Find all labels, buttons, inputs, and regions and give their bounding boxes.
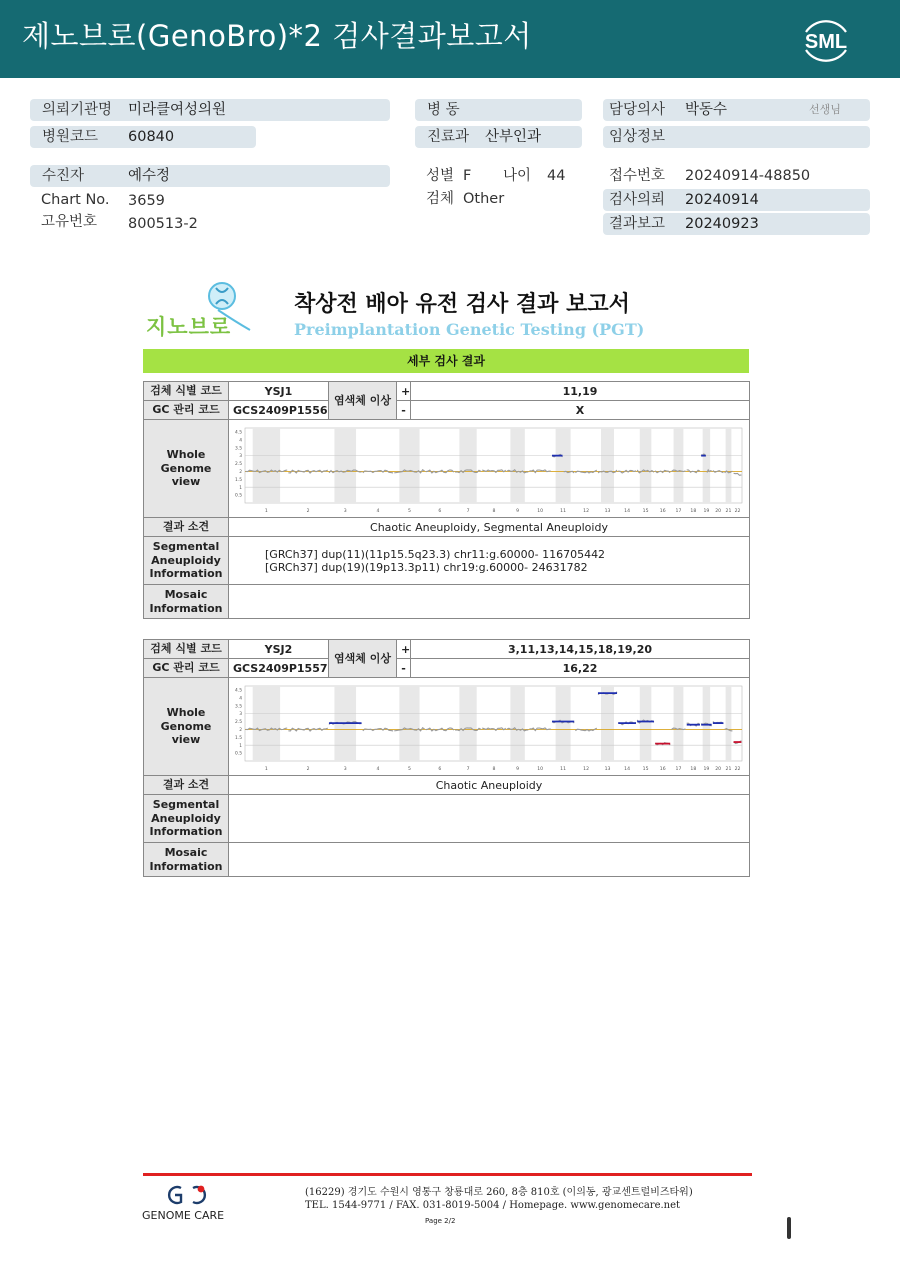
sample-id-label: 검체 식별 코드 [144, 640, 229, 659]
gc-code-value: GCS2409P1556 [229, 401, 329, 420]
report-title: 제노브로(GenoBro)*2 검사결과보고서 [22, 19, 532, 53]
x-tick-label: 9 [516, 508, 520, 514]
x-tick-label: 2 [306, 766, 310, 772]
x-tick-label: 22 [734, 766, 741, 772]
sample-result-table-1 [143, 381, 750, 619]
footer-address-line: (16229) 경기도 수원시 영통구 창룡대로 260, 8층 810호 (이의동, 광교센트럴비즈타워) [305, 1187, 693, 1198]
page-number: Page 2/2 [425, 1217, 456, 1225]
loss-chromosomes: X [411, 401, 750, 420]
segmental-line: [GRCh37] dup(19)(19p13.3p11) chr19:g.60000- 24631782 [265, 560, 588, 574]
loss-sign: - [397, 659, 411, 678]
y-tick-label: 2.5 [235, 461, 242, 467]
x-tick-label: 17 [675, 508, 682, 514]
mosaic-value [229, 585, 750, 619]
genome-plot [229, 421, 748, 517]
patient-name-row [30, 165, 390, 187]
doctor-row [603, 99, 870, 121]
chromosome-band [253, 428, 280, 503]
chromosome-band [726, 428, 732, 503]
report-date-value: 20240923 [685, 216, 759, 232]
chromosome-band [556, 686, 571, 761]
clinical-info-row [603, 126, 870, 148]
chromosome-band [253, 686, 280, 761]
department-value: 산부인과 [485, 129, 542, 145]
y-tick-label: 2 [239, 727, 242, 733]
y-tick-label: 2.5 [235, 719, 242, 725]
segmental-label: Segmental Aneuploidy Information [144, 537, 229, 585]
accession-label: 접수번호 [609, 168, 666, 184]
chromosome-band [510, 428, 524, 503]
x-tick-label: 18 [690, 508, 697, 514]
x-tick-label: 17 [675, 766, 682, 772]
section-title-bar: 세부 검사 결과 [143, 349, 749, 373]
chromosome-band [459, 686, 476, 761]
chromosome-band [640, 428, 652, 503]
y-tick-label: 3.5 [235, 445, 242, 451]
x-tick-label: 16 [659, 766, 666, 772]
pgt-report-subtitle: Preimplantation Genetic Testing (PGT) [294, 320, 645, 339]
chromosome-band [601, 428, 614, 503]
whole-genome-view-label: Whole Genome view [144, 420, 229, 518]
x-tick-label: 20 [715, 766, 722, 772]
mosaic-value [229, 843, 750, 877]
finding-value: Chaotic Aneuploidy, Segmental Aneuploidy [229, 518, 750, 537]
x-tick-label: 5 [407, 766, 411, 772]
whole-genome-view-label: Whole Genome view [144, 678, 229, 776]
chromosome-band [334, 428, 356, 503]
chromosome-band [674, 686, 684, 761]
gc-code-label: GC 관리 코드 [144, 659, 229, 678]
whole-genome-view-cell [229, 678, 750, 776]
x-tick-label: 19 [703, 508, 710, 514]
y-tick-label: 1 [239, 743, 242, 749]
genome-plot [229, 679, 748, 775]
request-date-value: 20240914 [685, 192, 759, 208]
y-tick-label: 0.5 [235, 751, 242, 757]
x-tick-label: 2 [306, 508, 310, 514]
x-tick-label: 1 [264, 766, 268, 772]
gain-sign: + [397, 640, 411, 659]
sex-label: 성별 [426, 168, 455, 184]
report-date-label: 결과보고 [609, 216, 666, 232]
x-tick-label: 15 [642, 766, 649, 772]
unique-no-value: 800513-2 [128, 216, 198, 232]
sex-value: F [463, 168, 472, 184]
x-tick-label: 20 [715, 508, 722, 514]
x-tick-label: 4 [376, 508, 380, 514]
age-label: 나이 [503, 168, 532, 184]
sample-id-value: YSJ1 [229, 382, 329, 401]
chart-no-value: 3659 [128, 193, 165, 209]
institution-value: 미라클여성의원 [128, 102, 227, 118]
doctor-suffix: 선생님 [809, 103, 841, 116]
x-tick-label: 4 [376, 766, 380, 772]
x-tick-label: 8 [492, 508, 496, 514]
x-tick-label: 18 [690, 766, 697, 772]
mosaic-label: Mosaic Information [144, 843, 229, 877]
x-tick-label: 7 [466, 766, 470, 772]
hospital-code-row [30, 126, 256, 148]
x-tick-label: 14 [624, 766, 631, 772]
chromosome-band [510, 686, 524, 761]
x-tick-label: 5 [407, 508, 411, 514]
y-tick-label: 1 [239, 485, 242, 491]
report-header-bar [0, 0, 900, 78]
x-tick-label: 21 [725, 766, 732, 772]
gc-code-label: GC 관리 코드 [144, 401, 229, 420]
x-tick-label: 13 [604, 508, 611, 514]
y-tick-label: 4 [239, 437, 242, 443]
x-tick-label: 14 [624, 508, 631, 514]
whole-genome-view-cell [229, 420, 750, 518]
y-tick-label: 0.5 [235, 493, 242, 499]
x-tick-label: 8 [492, 766, 496, 772]
x-tick-label: 1 [264, 508, 268, 514]
specimen-value: Other [463, 191, 505, 207]
plot-frame [245, 686, 742, 761]
segmental-cell [229, 795, 750, 843]
plot-frame [245, 428, 742, 503]
x-tick-label: 10 [537, 766, 544, 772]
chromosome-band [399, 428, 419, 503]
sample-id-label: 검체 식별 코드 [144, 382, 229, 401]
segmental-label: Segmental Aneuploidy Information [144, 795, 229, 843]
finding-value: Chaotic Aneuploidy [229, 776, 750, 795]
gain-sign: + [397, 382, 411, 401]
x-tick-label: 22 [734, 508, 741, 514]
department-label: 진료과 [427, 129, 470, 145]
finding-label: 결과 소견 [144, 518, 229, 537]
y-tick-label: 3 [239, 711, 242, 717]
y-tick-label: 4.5 [235, 430, 242, 436]
x-tick-label: 11 [560, 766, 567, 772]
clinical-info-label: 임상정보 [609, 129, 666, 145]
footer-divider [143, 1173, 752, 1176]
chromosome-band [556, 428, 571, 503]
specimen-label: 검체 [426, 191, 455, 207]
unique-no-label: 고유번호 [41, 214, 98, 230]
abnormality-label: 염색체 이상 [329, 382, 397, 420]
footer-address [305, 1186, 693, 1212]
loss-sign: - [397, 401, 411, 420]
x-tick-label: 16 [659, 508, 666, 514]
chromosome-band [459, 428, 476, 503]
ward-row [415, 99, 582, 121]
request-date-row [603, 189, 870, 211]
patient-name-label: 수진자 [42, 168, 85, 184]
pgt-report-title: 착상전 배아 유전 검사 결과 보고서 [294, 292, 630, 317]
y-tick-label: 1.5 [235, 477, 242, 483]
sml-logo-text: SML [804, 31, 848, 53]
x-tick-label: 12 [583, 508, 590, 514]
institution-row [30, 99, 390, 121]
genome-care-logo-icon [163, 1183, 207, 1207]
department-row [415, 126, 582, 148]
age-value: 44 [547, 168, 566, 184]
request-date-label: 검사의뢰 [609, 192, 666, 208]
y-tick-label: 3.5 [235, 703, 242, 709]
x-tick-label: 6 [438, 766, 442, 772]
y-tick-label: 4 [239, 695, 242, 701]
sample-result-table-2 [143, 639, 750, 877]
institution-label: 의뢰기관명 [42, 102, 113, 118]
segmental-line: [GRCh37] dup(11)(11p15.5q23.3) chr11:g.60000- 116705442 [265, 547, 606, 561]
sml-logo-icon [798, 12, 854, 68]
doctor-value: 박동수 [685, 102, 728, 118]
chromosome-band [726, 686, 732, 761]
mosaic-label: Mosaic Information [144, 585, 229, 619]
accession-value: 20240914-48850 [685, 168, 811, 184]
loss-chromosomes: 16,22 [411, 659, 750, 678]
segmental-cell [229, 537, 750, 585]
chromosome-band [674, 428, 684, 503]
ward-label: 병 동 [427, 102, 460, 118]
footer-contact-line: TEL. 1544-9771 / FAX. 031-8019-5004 / Homepage. www.genomecare.net [305, 1200, 681, 1211]
x-tick-label: 15 [642, 508, 649, 514]
x-tick-label: 19 [703, 766, 710, 772]
genobro-logo-text: 지노브로 [146, 315, 232, 339]
abnormality-label: 염색체 이상 [329, 640, 397, 678]
y-tick-label: 1.5 [235, 735, 242, 741]
chromosome-band [601, 686, 614, 761]
finding-label: 결과 소견 [144, 776, 229, 795]
x-tick-label: 21 [725, 508, 732, 514]
y-tick-label: 4.5 [235, 688, 242, 694]
x-tick-label: 13 [604, 766, 611, 772]
chart-no-label: Chart No. [41, 192, 110, 208]
hospital-code-label: 병원코드 [42, 129, 99, 145]
page-edge-mark [787, 1217, 791, 1239]
y-tick-label: 3 [239, 453, 242, 459]
x-tick-label: 3 [343, 766, 347, 772]
sample-id-value: YSJ2 [229, 640, 329, 659]
report-date-row [603, 213, 870, 235]
genome-care-name: GENOME CARE [142, 1209, 225, 1222]
gc-code-value: GCS2409P1557 [229, 659, 329, 678]
chromosome-band [640, 686, 652, 761]
gain-chromosomes: 3,11,13,14,15,18,19,20 [411, 640, 750, 659]
patient-name-value: 예수정 [128, 168, 171, 184]
x-tick-label: 11 [560, 508, 567, 514]
x-tick-label: 9 [516, 766, 520, 772]
x-tick-label: 3 [343, 508, 347, 514]
y-tick-label: 2 [239, 469, 242, 475]
chromosome-band [703, 428, 710, 503]
x-tick-label: 12 [583, 766, 590, 772]
x-tick-label: 10 [537, 508, 544, 514]
x-tick-label: 6 [438, 508, 442, 514]
x-tick-label: 7 [466, 508, 470, 514]
chromosome-band [399, 686, 419, 761]
hospital-code-value: 60840 [128, 129, 175, 145]
genobro-logo-icon [146, 280, 256, 340]
doctor-label: 담당의사 [609, 102, 666, 118]
gain-chromosomes: 11,19 [411, 382, 750, 401]
